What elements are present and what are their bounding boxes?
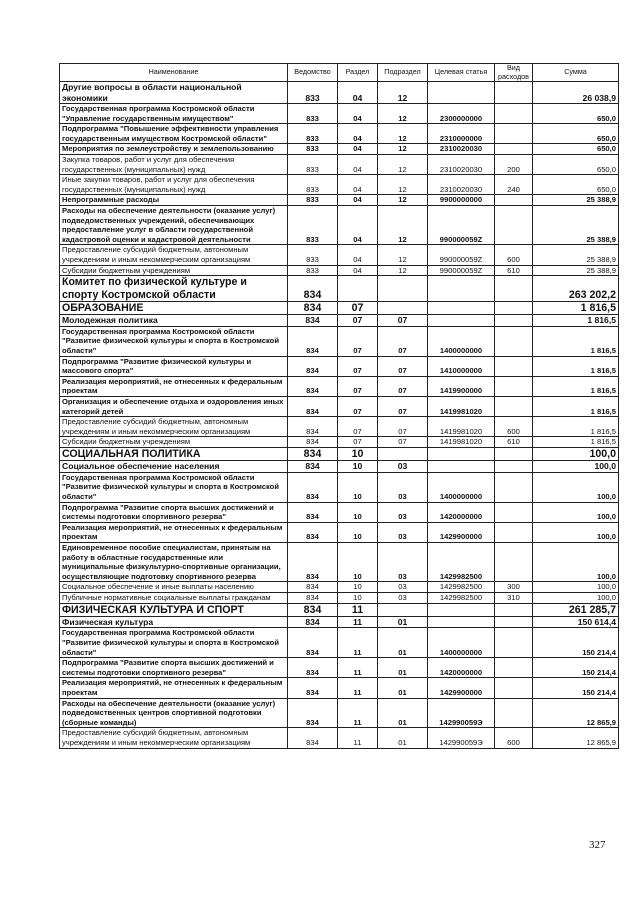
- table-header-row: [60, 64, 619, 82]
- table-row: [60, 195, 619, 206]
- table-row: [60, 628, 619, 658]
- table-row: [60, 502, 619, 522]
- cell-subsection: 01: [378, 616, 428, 628]
- cell-sum: 100,0: [533, 472, 619, 502]
- cell-subsection: 07: [378, 326, 428, 356]
- cell-subsection: 12: [378, 265, 428, 276]
- cell-name: Подпрограмма "Развитие спорта высших достижений и системы подготовки спортивного резерва": [60, 502, 288, 522]
- header-exptype: Вид расходов: [495, 64, 533, 82]
- cell-name: Подпрограмма "Развитие физической культуры и массового спорта": [60, 356, 288, 376]
- cell-exptype: [495, 356, 533, 376]
- cell-dept: 833: [288, 205, 338, 244]
- cell-name: Организация и обеспечение отдыха и оздоровления иных категорий детей: [60, 396, 288, 416]
- cell-section: 04: [338, 82, 378, 104]
- cell-sum: 25 388,9: [533, 205, 619, 244]
- cell-sum: 150 614,4: [533, 616, 619, 628]
- cell-section: 07: [338, 315, 378, 327]
- table-row: [60, 603, 619, 616]
- cell-name: Реализация мероприятий, не отнесенных к федеральным проектам: [60, 678, 288, 698]
- cell-target: 2310020030: [428, 175, 495, 195]
- cell-section: [338, 276, 378, 302]
- cell-name: Государственная программа Костромской области "Развитие физической культуры и спорта в Костромской области": [60, 326, 288, 356]
- cell-sum: 1 816,5: [533, 301, 619, 314]
- cell-name: Публичные нормативные социальные выплаты гражданам: [60, 592, 288, 603]
- cell-sum: 263 202,2: [533, 276, 619, 302]
- cell-exptype: [495, 276, 533, 302]
- cell-dept: 833: [288, 104, 338, 124]
- cell-section: 04: [338, 265, 378, 276]
- page-number: 327: [589, 839, 606, 851]
- cell-section: 10: [338, 447, 378, 460]
- cell-subsection: 03: [378, 502, 428, 522]
- cell-sum: 100,0: [533, 447, 619, 460]
- cell-section: 11: [338, 678, 378, 698]
- cell-section: 11: [338, 658, 378, 678]
- cell-target: 990000059Z: [428, 205, 495, 244]
- cell-dept: 834: [288, 628, 338, 658]
- cell-section: 10: [338, 502, 378, 522]
- cell-sum: 150 214,4: [533, 628, 619, 658]
- cell-exptype: [495, 104, 533, 124]
- cell-target: 2300000000: [428, 104, 495, 124]
- cell-sum: 150 214,4: [533, 678, 619, 698]
- cell-name: Закупка товаров, работ и услуг для обеспечения государственных (муниципальных) нужд: [60, 154, 288, 174]
- cell-dept: 834: [288, 698, 338, 728]
- cell-target: [428, 603, 495, 616]
- cell-target: 1429982500: [428, 543, 495, 582]
- cell-subsection: 12: [378, 82, 428, 104]
- cell-exptype: 240: [495, 175, 533, 195]
- cell-target: 2310020030: [428, 144, 495, 155]
- cell-section: 10: [338, 543, 378, 582]
- cell-target: 1429900000: [428, 522, 495, 542]
- cell-target: 142990059Э: [428, 728, 495, 748]
- table-row: [60, 265, 619, 276]
- cell-dept: 834: [288, 301, 338, 314]
- cell-section: 10: [338, 582, 378, 593]
- cell-subsection: 03: [378, 522, 428, 542]
- table-row: [60, 276, 619, 302]
- cell-sum: 650,0: [533, 124, 619, 144]
- cell-sum: 100,0: [533, 461, 619, 473]
- cell-target: 1400000000: [428, 326, 495, 356]
- table-row: [60, 396, 619, 416]
- table-row: [60, 315, 619, 327]
- cell-dept: 833: [288, 195, 338, 206]
- table-row: [60, 326, 619, 356]
- cell-sum: 1 816,5: [533, 437, 619, 448]
- cell-dept: 833: [288, 82, 338, 104]
- cell-subsection: 01: [378, 728, 428, 748]
- cell-section: 07: [338, 396, 378, 416]
- cell-name: Социальное обеспечение и иные выплаты населению: [60, 582, 288, 593]
- cell-target: 1410000000: [428, 356, 495, 376]
- table-body: [60, 82, 619, 749]
- cell-dept: 834: [288, 417, 338, 437]
- table-row: [60, 144, 619, 155]
- cell-section: 11: [338, 616, 378, 628]
- cell-dept: 833: [288, 144, 338, 155]
- header-dept: Ведомство: [288, 64, 338, 82]
- cell-section: 04: [338, 124, 378, 144]
- cell-dept: 834: [288, 447, 338, 460]
- cell-section: 10: [338, 461, 378, 473]
- cell-dept: 834: [288, 472, 338, 502]
- cell-target: 1419981020: [428, 417, 495, 437]
- cell-exptype: [495, 82, 533, 104]
- cell-name: Комитет по физической культуре и спорту Костромской области: [60, 276, 288, 302]
- cell-exptype: 600: [495, 245, 533, 265]
- cell-sum: 650,0: [533, 104, 619, 124]
- cell-dept: 834: [288, 592, 338, 603]
- cell-dept: 834: [288, 276, 338, 302]
- cell-subsection: [378, 447, 428, 460]
- cell-target: [428, 447, 495, 460]
- cell-exptype: [495, 301, 533, 314]
- cell-dept: 834: [288, 616, 338, 628]
- header-target: Целевая статья: [428, 64, 495, 82]
- cell-dept: 834: [288, 603, 338, 616]
- cell-section: 10: [338, 522, 378, 542]
- cell-section: 07: [338, 437, 378, 448]
- cell-exptype: 600: [495, 728, 533, 748]
- cell-sum: 25 388,9: [533, 265, 619, 276]
- cell-section: 07: [338, 376, 378, 396]
- cell-subsection: 07: [378, 315, 428, 327]
- cell-sum: 1 816,5: [533, 315, 619, 327]
- table-row: [60, 728, 619, 748]
- table-row: [60, 154, 619, 174]
- cell-name: Предоставление субсидий бюджетным, автономным учреждениям и иным некоммерческим организациям: [60, 245, 288, 265]
- header-section: Раздел: [338, 64, 378, 82]
- cell-sum: 650,0: [533, 144, 619, 155]
- cell-exptype: [495, 502, 533, 522]
- cell-dept: 834: [288, 582, 338, 593]
- cell-target: 1419981020: [428, 437, 495, 448]
- cell-target: 1400000000: [428, 628, 495, 658]
- cell-subsection: 07: [378, 376, 428, 396]
- cell-dept: 834: [288, 658, 338, 678]
- table-row: [60, 461, 619, 473]
- cell-subsection: 03: [378, 472, 428, 502]
- table-row: [60, 245, 619, 265]
- cell-subsection: 12: [378, 154, 428, 174]
- cell-subsection: 12: [378, 124, 428, 144]
- cell-exptype: [495, 461, 533, 473]
- table-row: [60, 417, 619, 437]
- table-row: [60, 437, 619, 448]
- cell-target: 990000059Z: [428, 265, 495, 276]
- cell-name: Государственная программа Костромской области "Развитие физической культуры и спорта в Костромской области": [60, 472, 288, 502]
- cell-exptype: 300: [495, 582, 533, 593]
- cell-subsection: 12: [378, 144, 428, 155]
- cell-dept: 834: [288, 461, 338, 473]
- cell-subsection: 01: [378, 678, 428, 698]
- cell-name: Единовременное пособие специалистам, принятым на работу в областные государственные или муниципальные физкультурно-спортивные организации, осуществляющие подготовку спортивного резерва: [60, 543, 288, 582]
- cell-target: 990000059Z: [428, 245, 495, 265]
- cell-dept: 833: [288, 175, 338, 195]
- cell-target: 1429982500: [428, 592, 495, 603]
- cell-exptype: [495, 447, 533, 460]
- cell-dept: 834: [288, 543, 338, 582]
- cell-section: 11: [338, 603, 378, 616]
- table-row: [60, 472, 619, 502]
- table-row: [60, 82, 619, 104]
- cell-subsection: [378, 603, 428, 616]
- cell-sum: 1 816,5: [533, 417, 619, 437]
- cell-sum: 650,0: [533, 175, 619, 195]
- cell-name: Подпрограмма "Повышение эффективности управления государственным имуществом Костромской области": [60, 124, 288, 144]
- cell-exptype: [495, 543, 533, 582]
- budget-table: [59, 63, 619, 749]
- cell-dept: 834: [288, 728, 338, 748]
- cell-exptype: [495, 472, 533, 502]
- cell-section: 10: [338, 472, 378, 502]
- cell-sum: 100,0: [533, 502, 619, 522]
- table-row: [60, 658, 619, 678]
- cell-name: Государственная программа Костромской области "Управление государственным имуществом": [60, 104, 288, 124]
- cell-sum: 25 388,9: [533, 195, 619, 206]
- cell-subsection: 01: [378, 628, 428, 658]
- cell-subsection: 03: [378, 543, 428, 582]
- cell-target: 142990059Э: [428, 698, 495, 728]
- cell-target: 1419900000: [428, 376, 495, 396]
- cell-section: 11: [338, 698, 378, 728]
- cell-name: Непрограммные расходы: [60, 195, 288, 206]
- cell-dept: 833: [288, 124, 338, 144]
- cell-section: 04: [338, 205, 378, 244]
- cell-name: Мероприятия по землеустройству и землепользованию: [60, 144, 288, 155]
- cell-exptype: [495, 616, 533, 628]
- cell-exptype: [495, 678, 533, 698]
- cell-exptype: [495, 326, 533, 356]
- cell-exptype: [495, 144, 533, 155]
- cell-exptype: [495, 698, 533, 728]
- cell-name: ФИЗИЧЕСКАЯ КУЛЬТУРА И СПОРТ: [60, 603, 288, 616]
- cell-sum: 100,0: [533, 592, 619, 603]
- cell-exptype: 610: [495, 437, 533, 448]
- cell-subsection: 07: [378, 437, 428, 448]
- cell-sum: 100,0: [533, 582, 619, 593]
- cell-target: [428, 616, 495, 628]
- cell-section: 07: [338, 417, 378, 437]
- cell-dept: 833: [288, 154, 338, 174]
- cell-name: Социальное обеспечение населения: [60, 461, 288, 473]
- cell-dept: 834: [288, 376, 338, 396]
- cell-target: 2310000000: [428, 124, 495, 144]
- cell-subsection: 03: [378, 592, 428, 603]
- cell-sum: 12 865,9: [533, 698, 619, 728]
- cell-subsection: 03: [378, 461, 428, 473]
- cell-section: 10: [338, 592, 378, 603]
- cell-exptype: [495, 315, 533, 327]
- cell-sum: 25 388,9: [533, 245, 619, 265]
- cell-exptype: [495, 628, 533, 658]
- cell-subsection: 12: [378, 205, 428, 244]
- header-subsection: Подраздел: [378, 64, 428, 82]
- cell-subsection: 12: [378, 104, 428, 124]
- cell-subsection: 07: [378, 356, 428, 376]
- cell-sum: 12 865,9: [533, 728, 619, 748]
- cell-name: Субсидии бюджетным учреждениям: [60, 437, 288, 448]
- header-name: Наименование: [60, 64, 288, 82]
- table-row: [60, 592, 619, 603]
- cell-target: 1429982500: [428, 582, 495, 593]
- cell-exptype: [495, 205, 533, 244]
- cell-exptype: [495, 376, 533, 396]
- table-row: [60, 104, 619, 124]
- cell-target: [428, 461, 495, 473]
- cell-subsection: [378, 276, 428, 302]
- cell-target: 1400000000: [428, 472, 495, 502]
- table-row: [60, 678, 619, 698]
- table-row: [60, 124, 619, 144]
- cell-section: 07: [338, 356, 378, 376]
- cell-target: [428, 301, 495, 314]
- cell-target: 1419981020: [428, 396, 495, 416]
- cell-section: 07: [338, 326, 378, 356]
- table-row: [60, 205, 619, 244]
- cell-dept: 834: [288, 437, 338, 448]
- table-row: [60, 447, 619, 460]
- cell-exptype: 310: [495, 592, 533, 603]
- cell-name: Государственная программа Костромской области "Развитие физической культуры и спорта в Костромской области": [60, 628, 288, 658]
- table-row: [60, 175, 619, 195]
- cell-dept: 834: [288, 522, 338, 542]
- cell-section: 04: [338, 144, 378, 155]
- cell-exptype: [495, 658, 533, 678]
- cell-name: Подпрограмма "Развитие спорта высших достижений и системы подготовки спортивного резерва": [60, 658, 288, 678]
- cell-dept: 834: [288, 678, 338, 698]
- cell-section: 04: [338, 104, 378, 124]
- cell-name: Молодежная политика: [60, 315, 288, 327]
- header-sum: Сумма: [533, 64, 619, 82]
- cell-section: 07: [338, 301, 378, 314]
- cell-name: Физическая культура: [60, 616, 288, 628]
- cell-section: 04: [338, 195, 378, 206]
- cell-section: 11: [338, 628, 378, 658]
- cell-subsection: 03: [378, 582, 428, 593]
- cell-exptype: [495, 396, 533, 416]
- cell-exptype: 200: [495, 154, 533, 174]
- cell-exptype: [495, 603, 533, 616]
- cell-target: 1429900000: [428, 678, 495, 698]
- cell-sum: 1 816,5: [533, 356, 619, 376]
- cell-name: Другие вопросы в области национальной экономики: [60, 82, 288, 104]
- table-row: [60, 582, 619, 593]
- cell-subsection: 12: [378, 195, 428, 206]
- cell-section: 04: [338, 154, 378, 174]
- cell-name: Предоставление субсидий бюджетным, автономным учреждениям и иным некоммерческим организациям: [60, 417, 288, 437]
- cell-target: [428, 82, 495, 104]
- cell-sum: 150 214,4: [533, 658, 619, 678]
- cell-sum: 650,0: [533, 154, 619, 174]
- cell-section: 11: [338, 728, 378, 748]
- cell-section: 04: [338, 245, 378, 265]
- cell-subsection: 12: [378, 245, 428, 265]
- cell-dept: 834: [288, 315, 338, 327]
- cell-section: 04: [338, 175, 378, 195]
- cell-exptype: [495, 522, 533, 542]
- table-row: [60, 356, 619, 376]
- cell-sum: 100,0: [533, 543, 619, 582]
- cell-subsection: [378, 301, 428, 314]
- cell-exptype: [495, 124, 533, 144]
- cell-sum: 1 816,5: [533, 396, 619, 416]
- cell-dept: 834: [288, 396, 338, 416]
- cell-exptype: 610: [495, 265, 533, 276]
- cell-name: ОБРАЗОВАНИЕ: [60, 301, 288, 314]
- cell-subsection: 01: [378, 698, 428, 728]
- cell-name: Реализация мероприятий, не отнесенных к федеральным проектам: [60, 376, 288, 396]
- cell-subsection: 07: [378, 396, 428, 416]
- cell-name: Предоставление субсидий бюджетным, автономным учреждениям и иным некоммерческим организациям: [60, 728, 288, 748]
- table-row: [60, 616, 619, 628]
- cell-target: 1420000000: [428, 502, 495, 522]
- cell-target: 9900000000: [428, 195, 495, 206]
- table-row: [60, 698, 619, 728]
- cell-subsection: 01: [378, 658, 428, 678]
- cell-sum: 100,0: [533, 522, 619, 542]
- cell-subsection: 07: [378, 417, 428, 437]
- cell-exptype: [495, 195, 533, 206]
- cell-sum: 1 816,5: [533, 326, 619, 356]
- cell-dept: 834: [288, 502, 338, 522]
- cell-name: Субсидии бюджетным учреждениям: [60, 265, 288, 276]
- cell-name: Иные закупки товаров, работ и услуг для обеспечения государственных (муниципальных) нужд: [60, 175, 288, 195]
- table-row: [60, 543, 619, 582]
- cell-name: Реализация мероприятий, не отнесенных к федеральным проектам: [60, 522, 288, 542]
- cell-sum: 26 038,9: [533, 82, 619, 104]
- cell-dept: 834: [288, 356, 338, 376]
- cell-sum: 261 285,7: [533, 603, 619, 616]
- cell-target: 1420000000: [428, 658, 495, 678]
- cell-name: Расходы на обеспечение деятельности (оказание услуг) подведомственных центров спортивной подготовки (сборные команды): [60, 698, 288, 728]
- cell-target: 2310020030: [428, 154, 495, 174]
- cell-target: [428, 315, 495, 327]
- cell-dept: 833: [288, 265, 338, 276]
- table-row: [60, 376, 619, 396]
- cell-subsection: 12: [378, 175, 428, 195]
- cell-exptype: 600: [495, 417, 533, 437]
- cell-sum: 1 816,5: [533, 376, 619, 396]
- cell-target: [428, 276, 495, 302]
- cell-dept: 834: [288, 326, 338, 356]
- cell-name: Расходы на обеспечение деятельности (оказание услуг) подведомственных учреждений, обеспечивающих предоставление услуг в области государственной кадастровой оценки и кадастровой деятельности: [60, 205, 288, 244]
- table-row: [60, 301, 619, 314]
- table-row: [60, 522, 619, 542]
- cell-dept: 833: [288, 245, 338, 265]
- cell-name: СОЦИАЛЬНАЯ ПОЛИТИКА: [60, 447, 288, 460]
